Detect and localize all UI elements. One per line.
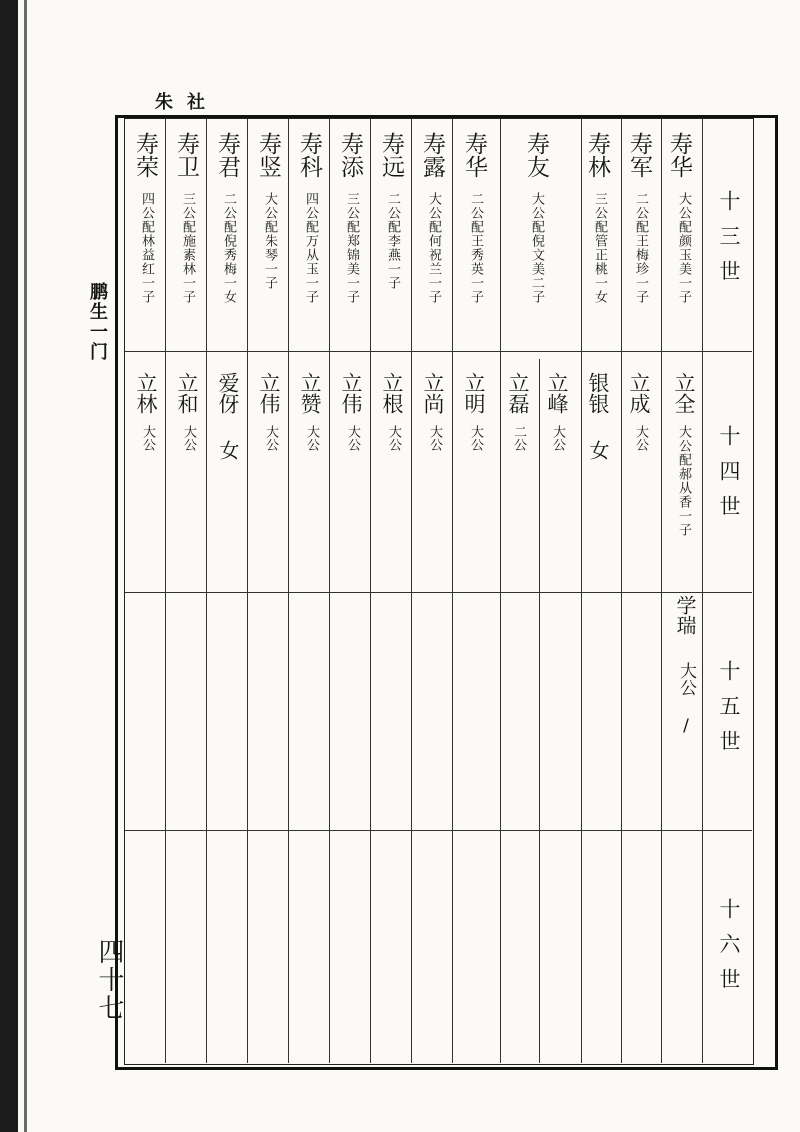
child-name: 立成 xyxy=(627,372,651,414)
child-note: 大公 xyxy=(468,425,483,451)
ancestor-name: 寿露 xyxy=(419,132,445,178)
child-note: 大公配郝从香一子 xyxy=(676,425,691,537)
generation-divider xyxy=(125,830,752,831)
child-name: 立赞 xyxy=(298,372,322,414)
child-name: 爱伢 xyxy=(216,372,240,414)
ancestor-name: 寿军 xyxy=(626,132,652,178)
ancestor-name: 寿远 xyxy=(378,132,404,178)
generation-divider xyxy=(125,351,752,352)
child-name: 立林 xyxy=(134,372,158,414)
ancestor-note: 二公配王梅珍一子 xyxy=(633,192,648,304)
column-divider xyxy=(206,119,207,1063)
child-note: 大公 xyxy=(263,425,278,451)
ancestor-name: 寿友 xyxy=(523,132,549,178)
child-name: 立明 xyxy=(462,372,486,414)
ancestor-name: 寿君 xyxy=(214,132,240,178)
column-divider xyxy=(539,359,540,1063)
child-note: 大公 xyxy=(345,425,360,451)
ancestor-note: 大公配何祝兰一子 xyxy=(426,192,441,304)
child-note: 大公 xyxy=(550,425,565,451)
child-name: 立伟 xyxy=(339,372,363,414)
child-note: 大公 xyxy=(633,425,648,451)
ancestor-note: 二公配李燕一子 xyxy=(385,192,400,290)
column-divider xyxy=(247,119,248,1063)
ancestor-name: 寿添 xyxy=(337,132,363,178)
column-divider xyxy=(661,119,662,1063)
generation-16-label: 十六世 xyxy=(717,898,741,1003)
child-note: 大公 xyxy=(304,425,319,451)
column-divider xyxy=(165,119,166,1063)
ancestor-name: 寿科 xyxy=(296,132,322,178)
child-name: 立伟 xyxy=(257,372,281,414)
child-note: 二公 xyxy=(511,425,526,451)
child-note: 大公 xyxy=(386,425,401,451)
child-name: 立和 xyxy=(175,372,199,414)
ancestor-note: 四公配万从玉一子 xyxy=(303,192,318,304)
generation-15-label: 十五世 xyxy=(717,660,741,765)
ancestor-note: 三公配管正桃一女 xyxy=(592,192,607,304)
scan-edge-line xyxy=(24,0,27,1132)
column-divider xyxy=(288,119,289,1063)
child-name: 立磊 xyxy=(506,372,530,414)
column-divider xyxy=(452,119,453,1063)
ancestor-name: 寿卫 xyxy=(173,132,199,178)
column-divider xyxy=(581,119,582,1063)
ancestor-note: 二公配倪秀梅一女 xyxy=(221,192,236,304)
ancestor-note: 三公配郑锦美一子 xyxy=(344,192,359,304)
ancestor-name: 寿华 xyxy=(461,132,487,178)
ancestor-name: 寿竖 xyxy=(255,132,281,178)
grandchild-note: 大公 / xyxy=(676,662,696,736)
ancestor-note: 三公配施素林一子 xyxy=(180,192,195,304)
ancestor-note: 大公配倪文美二子 xyxy=(529,192,544,304)
scan-dark-edge xyxy=(0,0,18,1132)
page-number: 四十七 xyxy=(94,938,124,1022)
ancestor-name: 寿华 xyxy=(666,132,692,178)
child-note: 女 xyxy=(586,440,610,460)
branch-label: 鹏生一门 xyxy=(87,282,108,362)
generation-14-label: 十四世 xyxy=(717,425,741,530)
ancestor-note: 四公配林益红一子 xyxy=(139,192,154,304)
grandchild-name: 学瑞 xyxy=(673,595,697,635)
child-note: 女 xyxy=(216,440,240,460)
child-name: 立全 xyxy=(672,372,696,414)
ancestor-note: 大公配朱琴一子 xyxy=(262,192,277,290)
child-name: 立峰 xyxy=(545,372,569,414)
generation-divider xyxy=(125,592,752,593)
ancestor-name: 寿林 xyxy=(584,132,610,178)
ancestor-note: 二公配王秀英一子 xyxy=(468,192,483,304)
child-name: 银银 xyxy=(586,372,610,414)
column-divider xyxy=(370,119,371,1063)
child-note: 大公 xyxy=(140,425,155,451)
child-name: 立根 xyxy=(380,372,404,414)
ancestor-name: 寿荣 xyxy=(132,132,158,178)
column-divider xyxy=(621,119,622,1063)
child-note: 大公 xyxy=(181,425,196,451)
column-divider xyxy=(500,119,501,1063)
generation-13-label: 十三世 xyxy=(717,190,741,295)
column-divider xyxy=(702,119,703,1063)
page-header: 朱社 xyxy=(155,92,219,113)
column-divider xyxy=(329,119,330,1063)
column-divider xyxy=(411,119,412,1063)
child-name: 立尚 xyxy=(421,372,445,414)
ancestor-note: 大公配颜玉美一子 xyxy=(676,192,691,304)
child-note: 大公 xyxy=(427,425,442,451)
